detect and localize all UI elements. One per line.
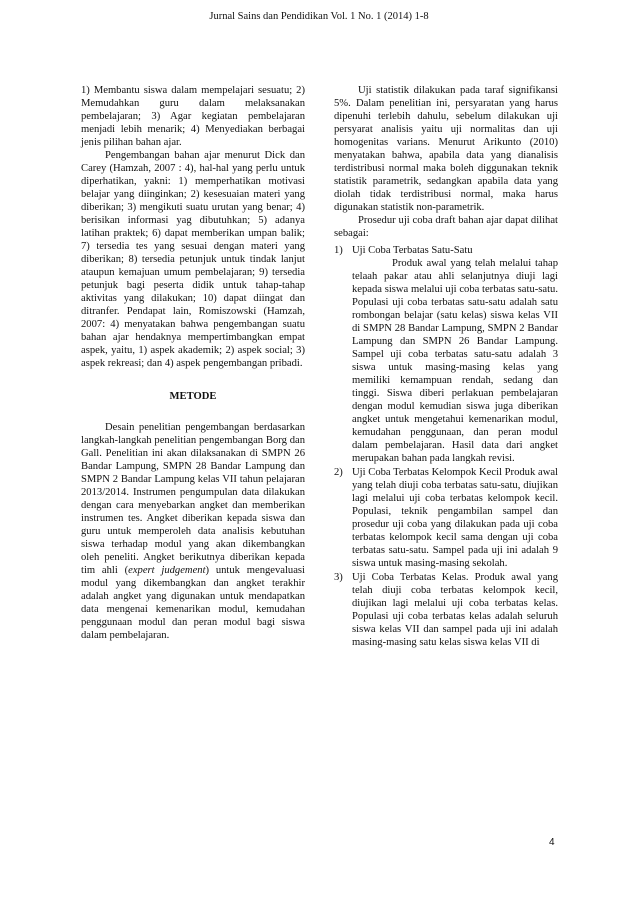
list-item [334, 466, 558, 570]
list-item-text: Uji Coba Terbatas Kelompok Kecil Produk awal yang telah diuji coba terbatas satu-satu, diujikan lagi melalui uji coba terbatas kelompok kecil. Populasi, teknik pengambilan sampel dan prosedur uji coba yang dilakukan pada uji coba terbatas kelompok kecil sama dengan uji coba terbatas satu-satu. Sampel pada uji ini adalah 9 siswa untuk masing-masing sekolah. [352, 467, 558, 569]
journal-header: Jurnal Sains dan Pendidikan Vol. 1 No. 1 (2014) 1-8 [209, 11, 429, 22]
paragraph: Uji statistik dilakukan pada taraf signifikansi 5%. Dalam penelitian ini, persyaratan yang harus dipenuhi terlebih dahulu, sebelum dilakukan uji persyarat analisis yaitu uji normalitas dan uji homogenitas varians. Menurut Arikunto (2010) menyatakan bahwa, apabila data yang dianalisis terdistribusi normal maka boleh diggunakan teknik statistik parametrik, sedangkan apabila data yang diolah tidak terdistribusi normal, maka harus digunakan statistik non-parametrik. [334, 85, 558, 213]
paragraph [81, 421, 305, 642]
list-item-title: Uji Coba Terbatas Satu-Satu [352, 245, 473, 256]
page-number: 4 [549, 837, 555, 848]
list-number: 2) [334, 467, 343, 478]
emphasis-text: expert judgement [128, 565, 206, 576]
paragraph-text: Desain penelitian pengembangan berdasarkan langkah-langkah penelitian pengembangan Borg dan Gall. Penelitian ini akan dilaksanakan di SMPN 26 Bandar Lampung, SMPN 28 Bandar Lampung dan SMPN 2 Bandar Lampung kelas VII tahun pelajaran 2013/2014. Instrumen pengumpulan data dilakukan dengan cara menyebarkan angket dan memberikan instrumen tes. Angket diberikan kepada siswa dan guru untuk memperoleh data analisis kebutuhan siswa terhadap modul yang akan dikembangkan oleh peneliti. Angket berikutnya diberikan kepada tim ahli ( [81, 422, 305, 576]
paragraph: 1) Membantu siswa dalam mempelajari sesuatu; 2) Memudahkan guru dalam melaksanakan pembelajaran; 3) Agar kegiatan pembelajaran menjadi lebih menarik; 4) Menyediakan berbagai jenis pilihan bahan ajar. [81, 85, 305, 148]
paragraph: Pengembangan bahan ajar menurut Dick dan Carey (Hamzah, 2007 : 4), hal-hal yang perlu untuk diperhatikan, yakni: 1) memperhatikan motivasi belajar yang diinginkan; 2) kesesuaian materi yang diberikan; 3) mengikuti suatu urutan yang benar; 4) berisikan informasi yag dibutuhkan; 5) adanya latihan praktek; 6) dapat memberikan umpan balik; 7) tersedia tes yang sesuai dengan materi yang diberikan; 8) tersedia petunjuk untuk tindak lanjut ataupun kemajuan umum pembelajaran; 9) tersedia petunjuk bagi peserta didik untuk tahap-tahap aktivitas yang dilakukan; 10) dapat diingat dan ditranfer. Pendapat lain, Romiszowski (Hamzah, 2007: 4) menyatakan bahwa pengembangan suatu bahan ajar hendaknya mempertimbangkan empat aspek, yaitu, 1) aspek akademik; 2) aspek social; 3) aspek rekreasi; dan 4) aspek pengembangan pribadi. [81, 150, 305, 369]
section-heading: METODE [169, 391, 217, 402]
list-item-body: Produk awal yang telah melalui tahap telaah pakar atau ahli selanjutnya diuji lagi kepada siswa melalui uji coba terbatas satu-satu. Populasi uji coba terbatas satu-satu adalah satu rombongan belajar (satu kelas) siswa kelas VII di SMPN 28 Bandar Lampung, SMPN 2 Bandar Lampung dan SMPN 26 Bandar Lampung. Sampel uji coba terbatas satu-satu adalah 3 siswa untuk masing-masing kelas yang memiliki kemampuan rendah, sedang dan tinggi. Siswa diberi perlakuan pembelajaran dengan modul kemudian siswa juga diberikan angket untuk mengetahui kemenarikan modul, kemudahan penggunaan, dan peran modul dalam pembelajaran. Hasil data dari angket merupakan bahan pada langkah revisi. [352, 258, 558, 464]
list-number: 3) [334, 572, 343, 583]
list-item-text: Uji Coba Terbatas Kelas. Produk awal yang telah diuji coba terbatas kelompok kecil, diujikan lagi melalui uji coba terbatas kelas. Populasi uji coba terbatas kelas adalah seluruh siswa kelas VII dan sampel pada uji ini adalah masing-masing satu kelas siswa kelas VII di [352, 572, 558, 648]
right-column [334, 84, 558, 650]
list-number: 1) [334, 245, 343, 256]
paragraph-text: ) untuk mengevaluasi modul yang dikembangkan dan angket terakhir adalah angket yang digunakan untuk mendapatkan data mengenai kemenarikan modul, kemudahan penggunaan modul dan peran modul bagi siswa dalam pembelajaran. [81, 565, 305, 641]
left-column [81, 84, 305, 642]
list-item [334, 571, 558, 649]
list-item [334, 244, 558, 465]
paragraph: Prosedur uji coba draft bahan ajar dapat dilihat sebagai: [334, 215, 558, 239]
